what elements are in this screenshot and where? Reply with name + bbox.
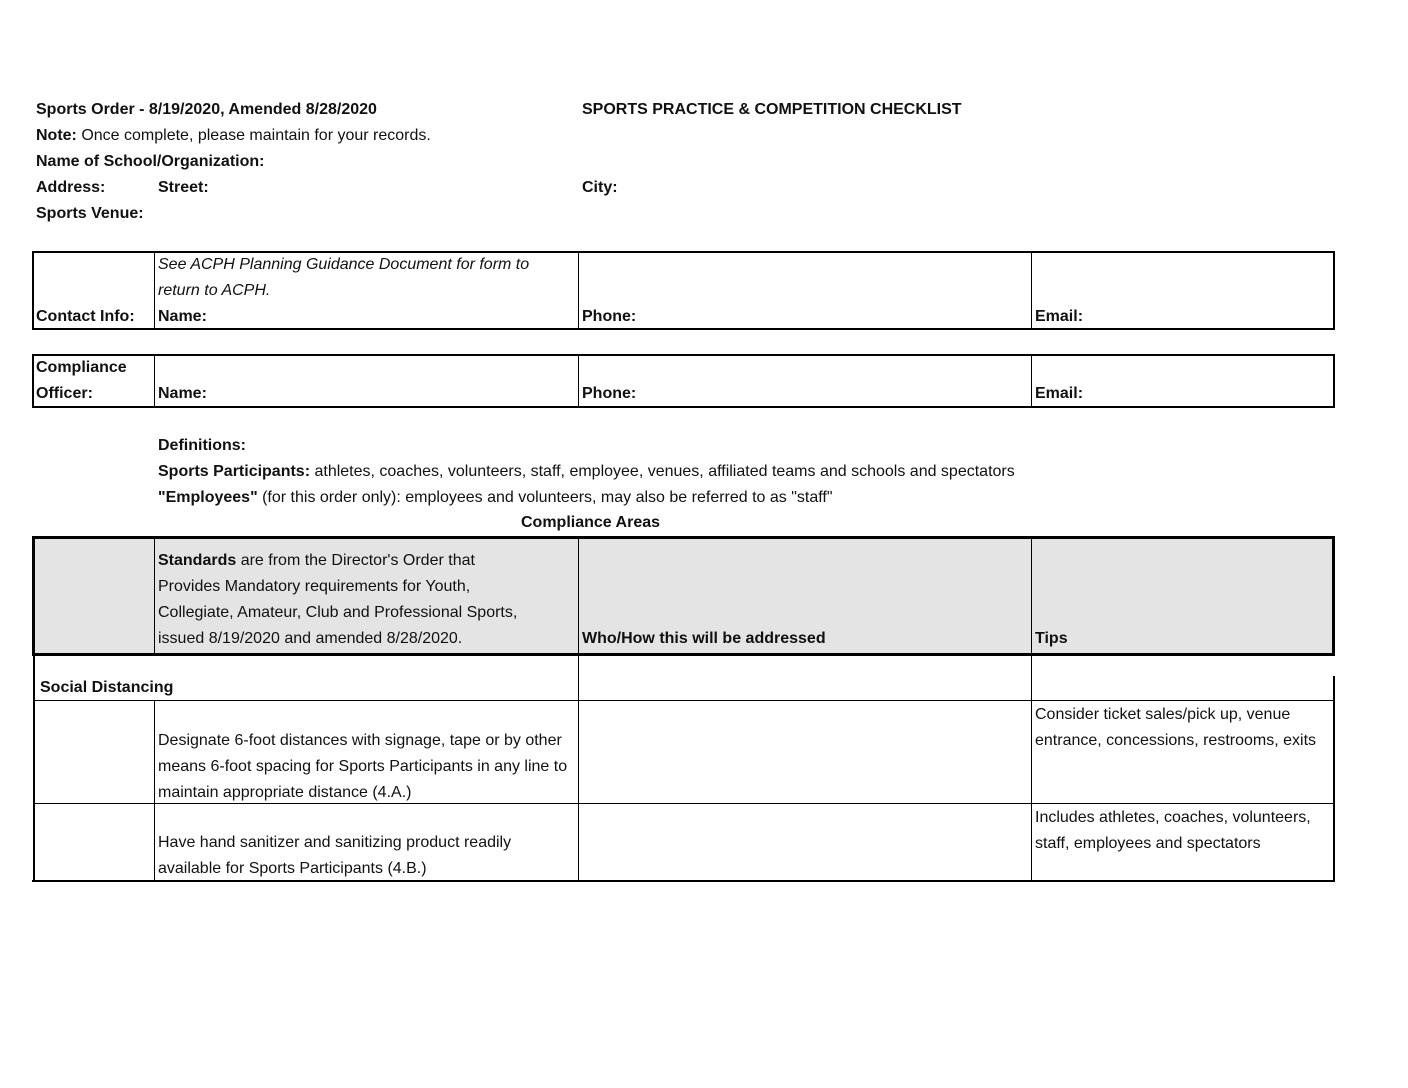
- divider: [1031, 656, 1032, 880]
- employees-label: "Employees": [158, 489, 258, 506]
- officer-email-label: Email:: [1035, 385, 1084, 402]
- standards-header-line4: issued 8/19/2020 and amended 8/28/2020.: [158, 630, 463, 647]
- table-right-border: [1333, 676, 1335, 880]
- employees-text: (for this order only): employees and volunteers, may also be referred to as "staff": [257, 489, 833, 506]
- order-title: Sports Order - 8/19/2020, Amended 8/28/2020: [36, 101, 377, 118]
- compliance-areas-title: Compliance Areas: [521, 514, 661, 531]
- standards-bold: Standards: [158, 552, 237, 569]
- definition-participants: [158, 459, 1015, 485]
- definitions-heading: Definitions:: [158, 437, 246, 454]
- guidance-note-line2: return to ACPH.: [158, 282, 271, 299]
- divider: [578, 252, 579, 329]
- definition-employees: [158, 485, 833, 511]
- contact-info-label: Contact Info:: [36, 308, 135, 325]
- standards-header-line3: Collegiate, Amateur, Club and Professional Sports,: [158, 604, 518, 621]
- address-label: Address:: [36, 179, 106, 196]
- row-divider: [33, 700, 1335, 701]
- city-label: City:: [582, 179, 618, 196]
- contact-name-label: Name:: [158, 308, 207, 325]
- row-2-standard: Have hand sanitizer and sanitizing product readily available for Sports Participants (4.B.): [158, 834, 512, 877]
- who-how-header: Who/How this will be addressed: [582, 630, 826, 647]
- row-1-standard: Designate 6-foot distances with signage, tape or by other means 6-foot spacing for Sports Participants in any line to maintain appropriate distance (4.A.): [158, 732, 568, 801]
- divider: [1031, 252, 1032, 329]
- contact-phone-label: Phone:: [582, 308, 637, 325]
- section-social-distancing: Social Distancing: [40, 679, 174, 696]
- note-line: [36, 123, 431, 149]
- divider: [154, 538, 155, 654]
- standards-header-line1: [158, 548, 475, 574]
- compliance-officer-box: [32, 354, 1335, 408]
- note-label: Note:: [36, 127, 77, 144]
- divider: [578, 656, 579, 880]
- row-1-tips: Consider ticket sales/pick up, venue entrance, concessions, restrooms, exits: [1035, 706, 1317, 749]
- tips-header: Tips: [1035, 630, 1068, 647]
- org-label: Name of School/Organization:: [36, 153, 265, 170]
- compliance-officer-label-line2: Officer:: [36, 385, 93, 402]
- participants-text: athletes, coaches, volunteers, staff, employee, venues, affiliated teams and schools and spectators: [310, 463, 1015, 480]
- divider: [154, 700, 155, 880]
- divider: [154, 355, 155, 407]
- checklist-title: SPORTS PRACTICE & COMPETITION CHECKLIST: [582, 101, 962, 118]
- guidance-note-line1: See ACPH Planning Guidance Document for form to: [158, 256, 530, 273]
- officer-phone-label: Phone:: [582, 385, 637, 402]
- row-2-tips: Includes athletes, coaches, volunteers, staff, employees and spectators: [1035, 809, 1311, 852]
- venue-label: Sports Venue:: [36, 205, 144, 222]
- divider: [578, 355, 579, 407]
- compliance-officer-label-line1: Compliance: [36, 359, 127, 376]
- contact-email-label: Email:: [1035, 308, 1084, 325]
- divider: [1031, 538, 1032, 654]
- officer-name-label: Name:: [158, 385, 207, 402]
- divider: [1031, 355, 1032, 407]
- divider: [578, 538, 579, 654]
- standards-header-line2: Provides Mandatory requirements for Youth,: [158, 578, 471, 595]
- divider: [154, 252, 155, 329]
- table-left-border: [33, 656, 35, 880]
- note-text: Once complete, please maintain for your records.: [76, 127, 431, 144]
- standards-rest: are from the Director's Order that: [236, 552, 475, 569]
- street-label: Street:: [158, 179, 209, 196]
- participants-label: Sports Participants:: [158, 463, 311, 480]
